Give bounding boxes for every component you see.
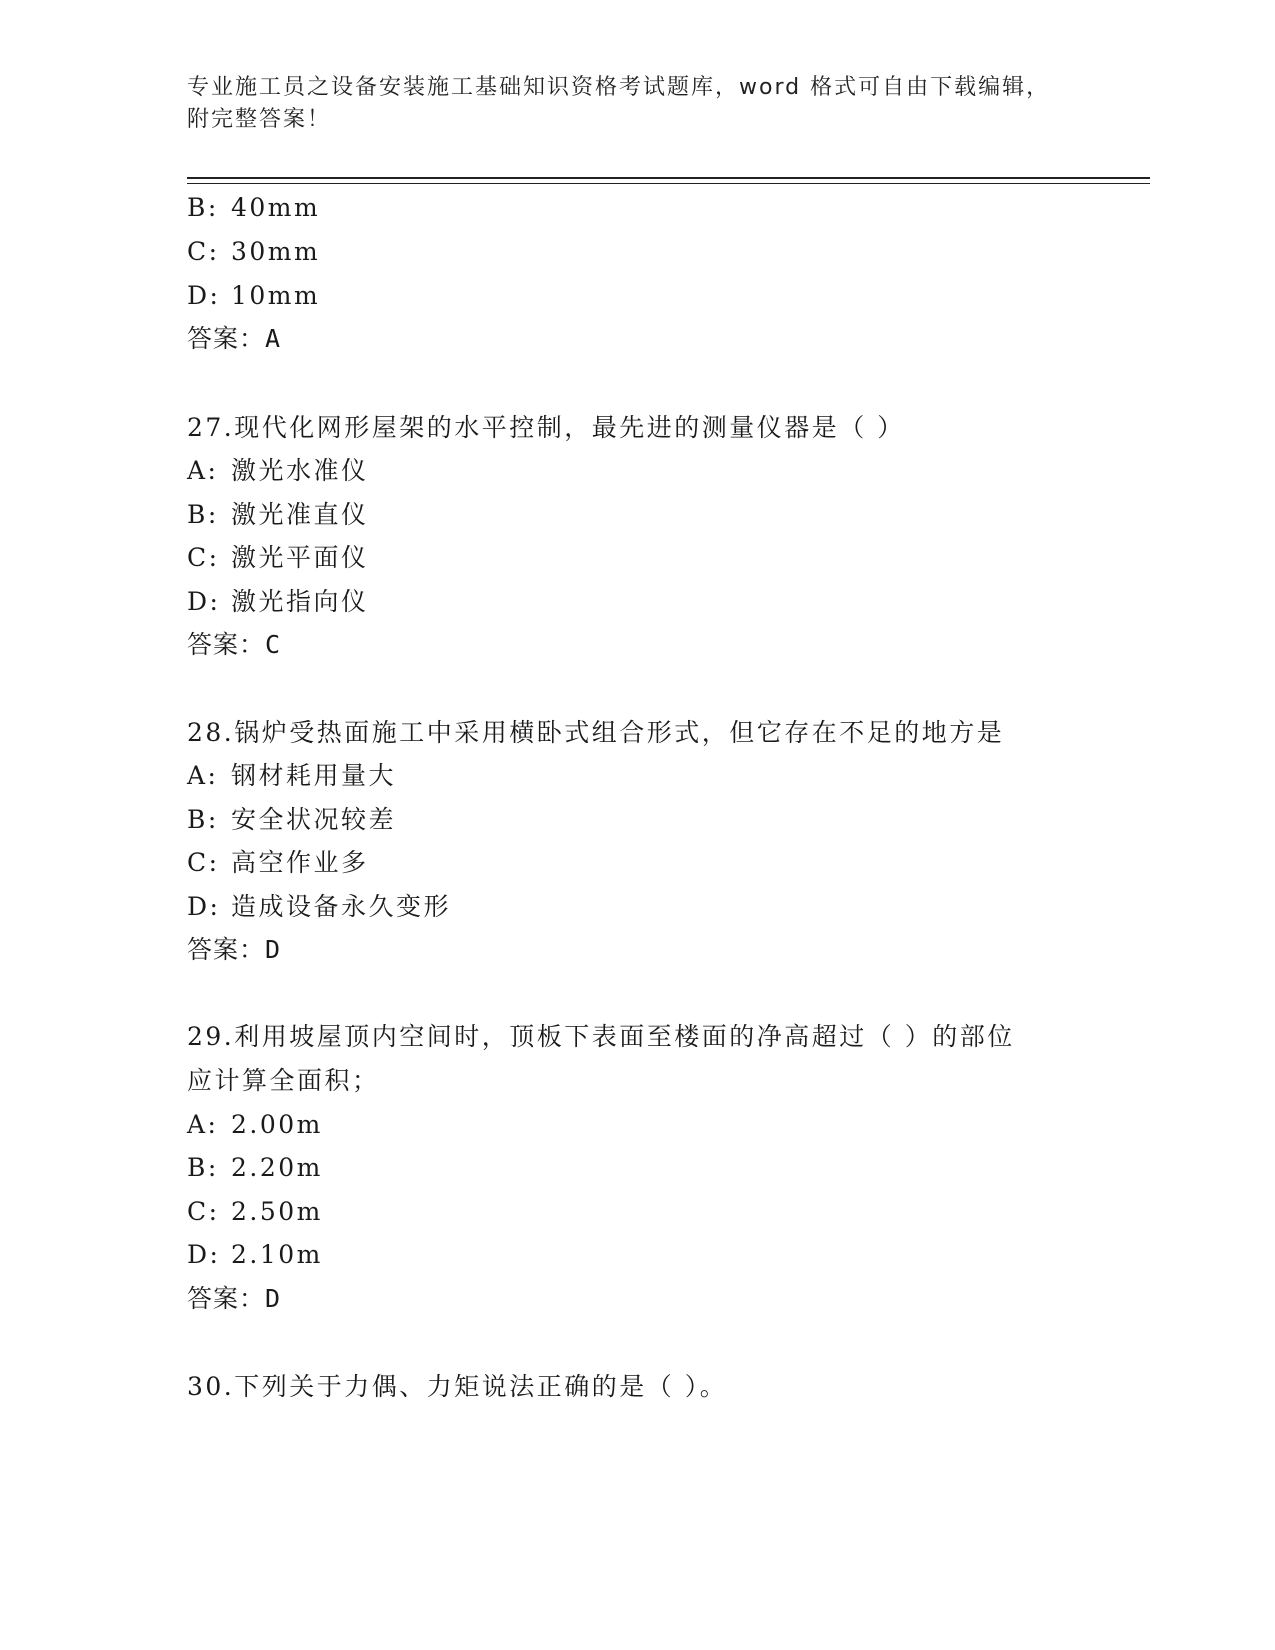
option-text: 激光指向仪 [231,587,369,616]
answer-value: A [265,324,282,353]
q28-option-a [187,761,396,791]
q27-answer [187,630,281,660]
option-text: 激光水准仪 [231,456,369,485]
question-30-text [187,1372,727,1402]
question-stem: 下列关于力偶、力矩说法正确的是（ ）。 [234,1372,728,1401]
q29-option-b [187,1153,323,1183]
q29-option-c [187,1197,323,1227]
question-number: 28. [187,718,235,747]
option-key: D: [187,892,221,921]
option-key: C: [187,543,220,572]
q27-option-b [187,500,369,530]
option-key: D: [187,587,221,616]
answer-label: 答案： [187,1284,266,1313]
prev-option-d [187,281,320,311]
option-key: C: [187,848,220,877]
answer-value: D [265,1284,282,1313]
option-key: D: [187,281,221,310]
option-text: 激光平面仪 [231,543,369,572]
option-text: 钢材耗用量大 [231,761,397,790]
header-line-2: 附完整答案！ [187,107,332,132]
option-key: B: [187,1153,219,1182]
question-number: 29. [187,1022,235,1051]
option-key: B: [187,500,219,529]
answer-value: D [265,935,282,964]
option-key: C: [187,237,220,266]
option-key: B: [187,805,219,834]
prev-option-b [187,193,320,223]
q28-option-c [187,848,369,878]
q27-option-d [187,587,369,617]
option-text: 2.50m [231,1197,323,1226]
option-text: 激光准直仪 [231,500,369,529]
option-text: 10mm [231,281,321,310]
option-text: 2.10m [231,1240,323,1269]
q29-answer [187,1284,281,1314]
q28-option-b [187,805,396,835]
question-stem: 利用坡屋顶内空间时，顶板下表面至楼面的净高超过（ ）的部位 [234,1022,1015,1051]
question-stem: 现代化网形屋架的水平控制，最先进的测量仪器是（ ） [234,413,905,442]
question-number: 27. [187,413,235,442]
option-text: 30mm [231,237,321,266]
option-text: 安全状况较差 [231,805,397,834]
prev-option-c [187,237,320,267]
option-key: A: [187,456,219,485]
answer-label: 答案： [187,630,266,659]
q27-option-c [187,543,369,573]
q27-option-a [187,456,369,486]
header-line-1: 专业施工员之设备安装施工基础知识资格考试题库，word 格式可自由下载编辑， [187,75,1051,100]
question-29-text-cont [187,1066,380,1096]
option-key: A: [187,761,219,790]
q28-answer [187,935,281,965]
header-rule-thick [187,177,1150,179]
question-stem-cont: 应计算全面积； [187,1066,380,1095]
option-text: 2.20m [231,1153,323,1182]
option-text: 造成设备永久变形 [231,892,452,921]
option-text: 2.00m [231,1110,323,1139]
option-key: C: [187,1197,220,1226]
answer-value: C [265,630,282,659]
question-27-text [187,413,905,443]
answer-label: 答案： [187,935,266,964]
question-number: 30. [187,1372,235,1401]
option-key: A: [187,1110,219,1139]
answer-label: 答案： [187,324,266,353]
q29-option-d [187,1240,323,1270]
document-header [187,72,1067,136]
option-text: 40mm [231,193,321,222]
q29-option-a [187,1110,323,1140]
header-rule-thin [187,183,1150,184]
option-text: 高空作业多 [231,848,369,877]
question-29-text [187,1022,1015,1052]
q28-option-d [187,892,451,922]
option-key: B: [187,193,219,222]
question-28-text [187,718,1004,748]
prev-answer [187,324,281,354]
question-stem: 锅炉受热面施工中采用横卧式组合形式，但它存在不足的地方是 [234,718,1005,747]
option-key: D: [187,1240,221,1269]
